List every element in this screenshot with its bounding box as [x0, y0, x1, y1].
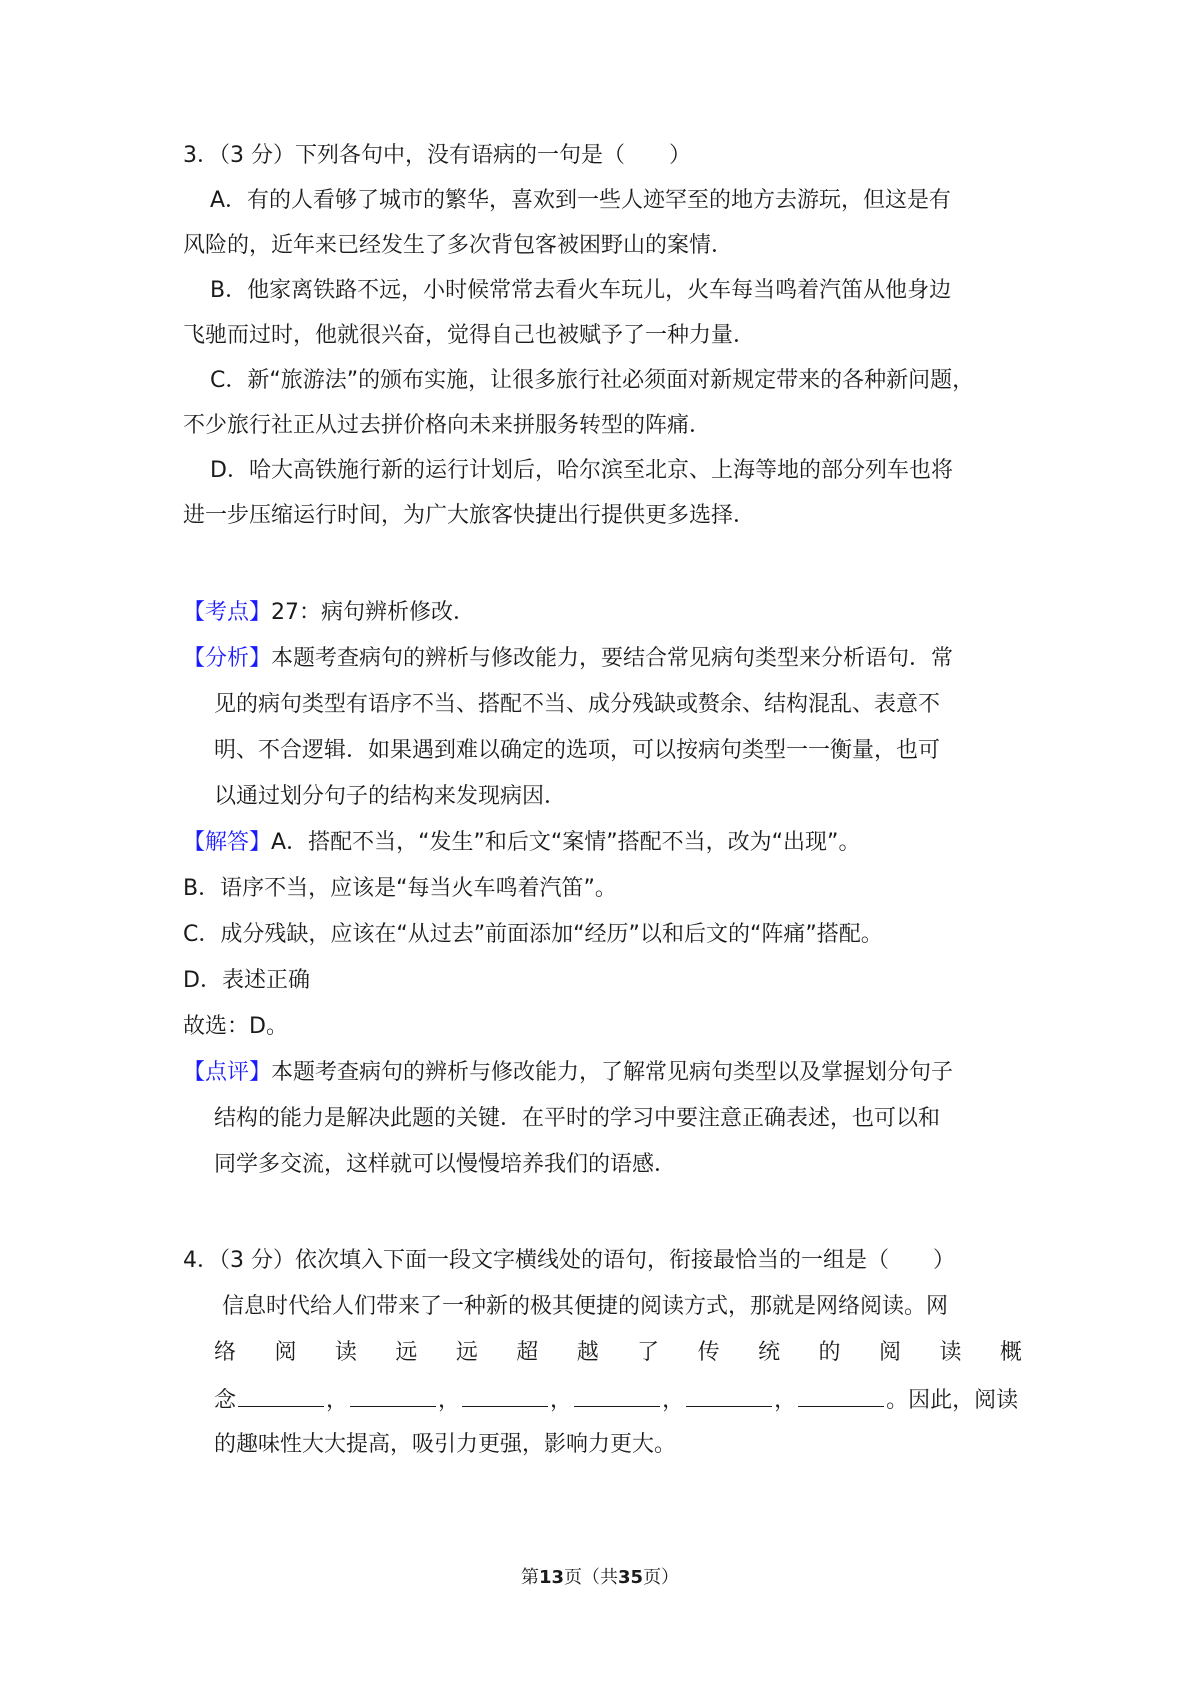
total-pages: 35 — [618, 1567, 644, 1588]
comma: ， — [438, 1388, 461, 1413]
q3-option-a-line2: 风险的，近年来已经发生了多次背包客被困野山的案情． — [183, 233, 734, 258]
jieda-line: A．搭配不当，“发生”和后文“案情”搭配不当，改为“出现”。 — [271, 830, 861, 855]
q4-para-char: 远 — [395, 1340, 418, 1365]
answer-blank — [462, 1384, 548, 1407]
fenxi-line: 本题考查病句的辨析与修改能力，要结合常见病句类型来分析语句．常 — [271, 646, 954, 671]
q3-option-d-line2: 进一步压缩运行时间，为广大旅客快捷出行提供更多选择． — [183, 503, 756, 528]
q4-para-line4: 的趣味性大大提高，吸引力更强，影响力更大。 — [214, 1432, 677, 1457]
q4-para-char: 读 — [334, 1340, 357, 1365]
q4-para-char: 读 — [939, 1340, 962, 1365]
footer-middle: 页（共 — [564, 1567, 618, 1588]
comma: ， — [774, 1388, 797, 1413]
q4-para-char: 越 — [576, 1340, 599, 1365]
dianping-line: 结构的能力是解决此题的关键．在平时的学习中要注意正确表述，也可以和 — [214, 1106, 941, 1131]
kaodian-tag: 【考点】 — [183, 600, 272, 625]
dianping-tag: 【点评】 — [183, 1060, 272, 1085]
kaodian-row — [183, 598, 475, 628]
answer-blank — [238, 1384, 324, 1407]
fenxi-line: 见的病句类型有语序不当、搭配不当、成分残缺或赘余、结构混乱、表意不 — [214, 692, 941, 717]
footer-suffix: 页） — [643, 1567, 680, 1588]
q4-para-char: 络 — [214, 1340, 237, 1365]
comma: ， — [550, 1388, 573, 1413]
q4-para-char: 统 — [758, 1340, 781, 1365]
dianping-line: 同学多交流，这样就可以慢慢培养我们的语感． — [214, 1152, 677, 1177]
jieda-line: 故选：D。 — [183, 1014, 288, 1039]
q3-option-d-line1: D．哈大高铁施行新的运行计划后，哈尔滨至北京、上海等地的部分列车也将 — [210, 458, 953, 483]
q4-para-char: 的 — [818, 1340, 841, 1365]
q4-para-char: 概 — [999, 1340, 1022, 1365]
footer-prefix: 第 — [520, 1567, 539, 1588]
jieda-line: B．语序不当，应该是“每当火车鸣着汽笛”。 — [183, 876, 617, 901]
jieda-row — [183, 828, 860, 858]
q3-option-c-line2: 不少旅行社正从过去拼价格向未来拼服务转型的阵痛． — [183, 413, 712, 438]
fenxi-row — [183, 644, 953, 674]
jieda-tag: 【解答】 — [183, 830, 272, 855]
q4-para-char: 了 — [637, 1340, 660, 1365]
fenxi-line: 明、不合逻辑．如果遇到难以确定的选项，可以按病句类型一一衡量，也可 — [214, 738, 941, 763]
q3-option-c-line1: C．新“旅游法”的颁布实施，让很多旅行社必须面对新规定带来的各种新问题， — [210, 368, 975, 393]
page-footer — [0, 1566, 1200, 1590]
q4-para-char: 超 — [516, 1340, 539, 1365]
q4-para-line1: 信息时代给人们带来了一种新的极其便捷的阅读方式，那就是网络阅读。网 — [222, 1294, 949, 1319]
q3-option-b-line1: B．他家离铁路不远，小时候常常去看火车玩儿，火车每当鸣着汽笛从他身边 — [210, 278, 952, 303]
q4-para-text: 。因此，阅读 — [886, 1388, 1019, 1413]
q4-para-char: 远 — [455, 1340, 478, 1365]
answer-blank — [350, 1384, 436, 1407]
q4-para-line2 — [214, 1338, 1022, 1368]
q3-option-b-line2: 飞驰而过时，他就很兴奋，觉得自己也被赋予了一种力量． — [183, 323, 756, 348]
jieda-line: C．成分残缺，应该在“从过去”前面添加“经历”以和后文的“阵痛”搭配。 — [183, 922, 883, 947]
answer-blank — [798, 1384, 884, 1407]
q3-stem: 3．（3 分）下列各句中，没有语病的一句是（ ） — [183, 143, 691, 168]
q4-para-text: 念 — [214, 1388, 237, 1413]
q4-para-char: 阅 — [274, 1340, 297, 1365]
q4-para-line3 — [214, 1384, 1018, 1416]
fenxi-tag: 【分析】 — [183, 646, 272, 671]
q4-stem: 4．（3 分）依次填入下面一段文字横线处的语句，衔接最恰当的一组是（ ） — [183, 1248, 955, 1273]
dianping-line: 本题考查病句的辨析与修改能力，了解常见病句类型以及掌握划分句子 — [271, 1060, 954, 1085]
dianping-row — [183, 1058, 953, 1088]
comma: ， — [662, 1388, 685, 1413]
q4-para-char: 阅 — [878, 1340, 901, 1365]
fenxi-line: 以通过划分句子的结构来发现病因． — [214, 784, 567, 809]
comma: ， — [326, 1388, 349, 1413]
answer-blank — [574, 1384, 660, 1407]
kaodian-text: 27：病句辨析修改． — [271, 600, 476, 625]
page-number: 13 — [538, 1567, 564, 1588]
q4-para-char: 传 — [697, 1340, 720, 1365]
q3-option-a-line1: A．有的人看够了城市的繁华，喜欢到一些人迹罕至的地方去游玩，但这是有 — [210, 188, 952, 213]
jieda-line: D．表述正确 — [183, 968, 310, 993]
answer-blank — [686, 1384, 772, 1407]
